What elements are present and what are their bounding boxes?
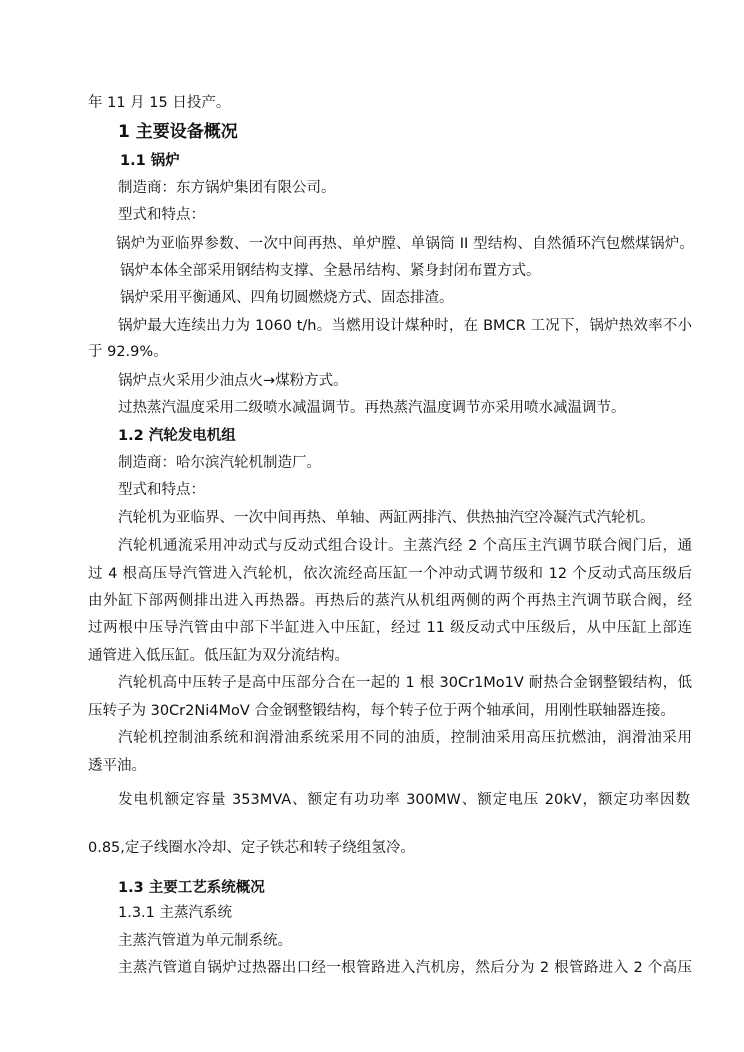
paragraph-line: 主蒸汽管道自锅炉过热器出口经一根管路进入汽机房，然后分为 2 根管路进入 2 个高压: [118, 960, 692, 976]
paragraph-line: 汽轮机为亚临界、一次中间再热、单轴、两缸两排汽、供热抽汽空冷凝汽式汽轮机。: [118, 510, 655, 526]
paragraph-line: 发电机额定容量 353MVA、额定有功功率 300MW、额定电压 20kV，额定功率因数: [118, 792, 690, 808]
paragraph-line: 型式和特点：: [118, 207, 205, 223]
paragraph-line: 汽轮机控制油系统和润滑油系统采用不同的油质，控制油采用高压抗燃油，润滑油采用: [118, 730, 692, 746]
paragraph-line: 0.85,定子线圈水冷却、定子铁芯和转子绕组氢冷。: [88, 840, 415, 856]
paragraph-line: 年 11 月 15 日投产。: [88, 95, 231, 111]
paragraph-line: 锅炉最大连续出力为 1060 t/h。当燃用设计煤种时，在 BMCR 工况下，锅炉热效率不小: [118, 318, 692, 334]
paragraph-line: 汽轮机通流采用冲动式与反动式组合设计。主蒸汽经 2 个高压主汽调节联合阀门后，通: [118, 538, 692, 554]
paragraph-line: 压转子为 30Cr2Ni4MoV 合金钢整锻结构，每个转子位于两个轴承间，用刚性联轴器连接。: [88, 703, 675, 719]
paragraph-line: 由外缸下部两侧排出进入再热器。再热后的蒸汽从机组两侧的两个再热主汽调节联合阀，经: [88, 593, 692, 609]
paragraph-line: 于 92.9%。: [88, 344, 168, 360]
paragraph-line: 锅炉为亚临界参数、一次中间再热、单炉膛、单锅筒 II 型结构、自然循环汽包燃煤锅炉。: [116, 236, 694, 252]
paragraph-line: 主蒸汽管道为单元制系统。: [118, 933, 292, 949]
paragraph-line: 锅炉采用平衡通风、四角切圆燃烧方式、固态排渣。: [120, 290, 454, 306]
section-heading: 1 主要设备概况: [118, 122, 238, 142]
paragraph-line: 透平油。: [88, 758, 146, 774]
paragraph-line: 锅炉点火采用少油点火→煤粉方式。: [118, 373, 348, 389]
paragraph-line: 过 4 根高压导汽管进入汽轮机，依次流经高压缸一个冲动式调节级和 12 个反动式高压级后: [88, 566, 692, 582]
paragraph-line: 汽轮机高中压转子是高中压部分合在一起的 1 根 30Cr1Mo1V 耐热合金钢整锻结构，低: [118, 675, 692, 691]
paragraph-line: 锅炉本体全部采用钢结构支撑、全悬吊结构、紧身封闭布置方式。: [120, 263, 541, 279]
subsection-heading: 1.3 主要工艺系统概况: [118, 880, 265, 896]
paragraph-line: 制造商：东方锅炉集团有限公司。: [118, 180, 336, 196]
subsection-heading: 1.1 锅炉: [120, 153, 180, 169]
paragraph-line: 过两根中压导汽管由中部下半缸进入中压缸，经过 11 级反动式中压级后，从中压缸上部连: [88, 620, 692, 636]
paragraph-line: 制造商：哈尔滨汽轮机制造厂。: [118, 455, 321, 471]
subsubsection-heading: 1.3.1 主蒸汽系统: [118, 905, 233, 921]
subsection-heading: 1.2 汽轮发电机组: [118, 428, 236, 444]
paragraph-line: 通管进入低压缸。低压缸为双分流结构。: [88, 648, 349, 664]
paragraph-line: 型式和特点：: [118, 482, 205, 498]
paragraph-line: 过热蒸汽温度采用二级喷水减温调节。再热蒸汽温度调节亦采用喷水减温调节。: [118, 400, 626, 416]
